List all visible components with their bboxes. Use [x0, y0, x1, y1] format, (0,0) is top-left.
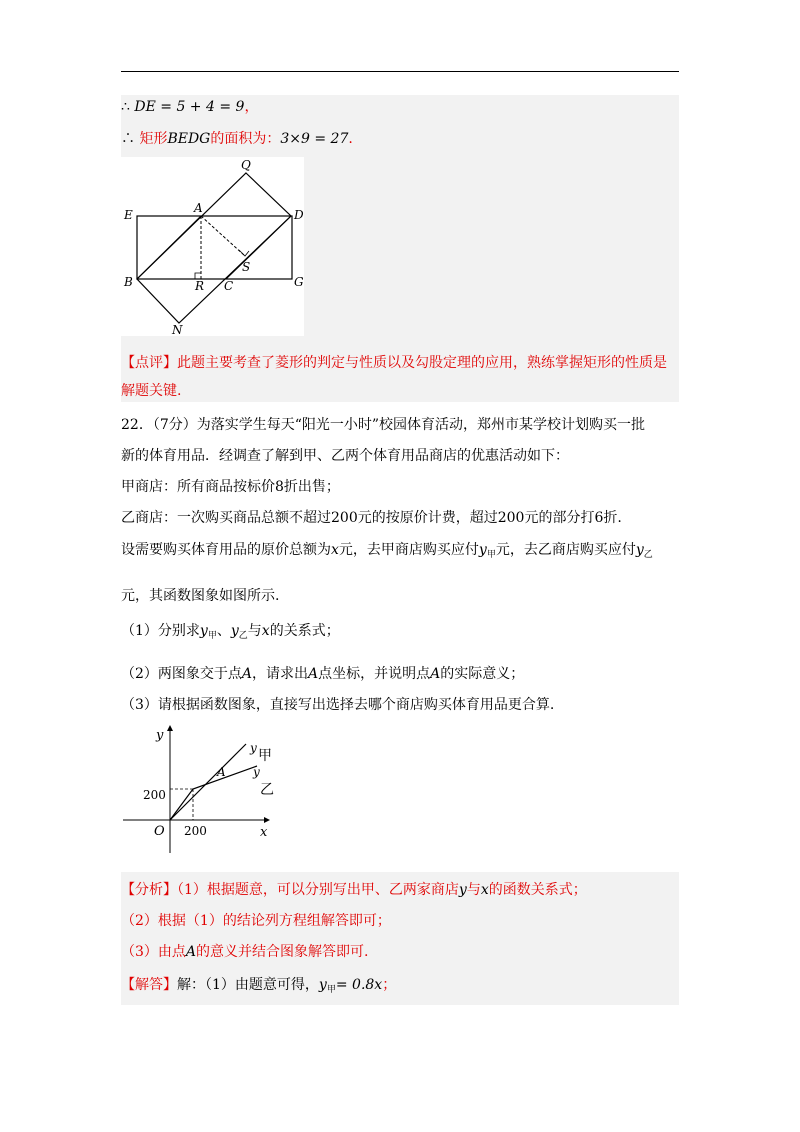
- var-x: x: [480, 882, 489, 898]
- solution-tag: 【解答】: [121, 977, 177, 993]
- y-axis-label: y: [156, 728, 164, 743]
- point-a-label: A: [217, 765, 226, 779]
- rectangle-word: 矩形: [139, 131, 168, 147]
- y-jia-expression: = 0.8x: [335, 977, 383, 993]
- label-a: A: [194, 201, 203, 215]
- problem-line-2: 新的体育用品．经调查了解到甲、乙两个体育用品商店的优惠活动如下：: [121, 448, 569, 464]
- text-segment: （1）根据题意，可以分别写出甲、乙两家商店: [177, 882, 459, 898]
- de-equation: DE = 5 + 4 = 9: [134, 99, 245, 115]
- x-axis-label: x: [260, 825, 268, 840]
- text-segment: （2）两图象交于点: [121, 666, 242, 682]
- question-2: [121, 664, 524, 684]
- analysis-line-3: [121, 942, 369, 962]
- point-a: A: [185, 944, 197, 960]
- therefore-symbol: ∴: [121, 131, 135, 147]
- text-segment: （3）由点: [121, 944, 186, 960]
- label-b: B: [124, 275, 133, 289]
- sub-jia: 甲: [207, 631, 217, 641]
- var-x: x: [331, 542, 339, 558]
- label-q: Q: [241, 158, 251, 172]
- problem-line-4: 乙商店：一次购买商品总额不超过200元的按原价计费，超过200元的部分打6折.: [121, 510, 622, 526]
- therefore-symbol: ∴: [121, 99, 130, 115]
- var-y-yi: y: [635, 542, 644, 558]
- comment-line-2: [121, 381, 181, 401]
- text-segment: 点坐标，并说明点: [318, 666, 431, 682]
- point-a: A: [430, 666, 441, 682]
- label-c: C: [224, 279, 234, 293]
- text-segment: 解：（1）由题意可得，: [177, 977, 319, 993]
- comment-line-1: [121, 353, 667, 373]
- var-y-jia: y: [199, 623, 208, 639]
- label-d: D: [294, 208, 304, 222]
- header-rule: [121, 71, 679, 72]
- label-y-jia: y: [250, 741, 257, 755]
- function-graph: [121, 722, 281, 857]
- text-segment: 元，去甲商店购买应付: [338, 542, 479, 558]
- conclusion-line-1: [121, 97, 258, 117]
- problem-line-3: 甲商店：所有商品按标价8折出售；: [121, 479, 340, 495]
- solution-line-1: [121, 975, 396, 1000]
- problem-line-6: 元，其函数图象如图所示.: [121, 588, 280, 604]
- problem-line-1: 22．（7分）为落实学生每天“阳光一小时”校园体育活动，郑州市某学校计划购买一批: [121, 417, 646, 433]
- y-tick-200: 200: [143, 788, 166, 802]
- text-segment: 、: [216, 623, 231, 639]
- geometry-figure: [121, 157, 304, 336]
- analysis-tag: 【分析】: [121, 882, 177, 898]
- analysis-line-2: （2）根据（1）的结论列方程组解答即可；: [121, 913, 391, 929]
- comment-text: 此题主要考查了菱形的判定与性质以及勾股定理的应用，熟练掌握矩形的性质是: [177, 355, 667, 371]
- text-segment: ，请求出: [252, 666, 309, 682]
- sub-yi: 乙: [643, 550, 653, 560]
- label-jia: 甲: [258, 748, 272, 764]
- label-yi: 乙: [260, 782, 274, 798]
- line-end: ，: [244, 99, 259, 115]
- text-segment: 的关系式；: [269, 623, 340, 639]
- label-y-yi: y: [253, 765, 260, 779]
- comment-text-end: 解题关键.: [121, 383, 182, 399]
- label-g: G: [294, 275, 304, 289]
- question-3: （3）请根据函数图象，直接写出选择去哪个商店购买体育用品更合算.: [121, 697, 555, 713]
- conclusion-line-2: [121, 129, 353, 149]
- text-segment: 的函数关系式；: [488, 882, 587, 898]
- geometry-diagram: [121, 157, 304, 336]
- point-a: A: [308, 666, 319, 682]
- text-segment: （1）分别求: [121, 623, 200, 639]
- var-y-yi: y: [230, 623, 239, 639]
- point-a: A: [241, 666, 253, 682]
- line-end: ；: [382, 977, 397, 993]
- x-tick-200: 200: [184, 824, 207, 838]
- area-expression: 3×9 = 27: [280, 131, 349, 147]
- text-segment: 与: [247, 623, 262, 639]
- var-x: x: [261, 623, 270, 639]
- text-segment: 设需要购买体育用品的原价总额为: [121, 542, 331, 558]
- label-s: S: [242, 260, 251, 274]
- question-1: [121, 621, 340, 646]
- comment-tag: 【点评】: [121, 355, 177, 371]
- label-r: R: [195, 279, 205, 293]
- sub-yi: 乙: [238, 631, 248, 641]
- analysis-line-1: [121, 880, 587, 900]
- origin-label: O: [154, 824, 165, 839]
- text-segment: 与: [466, 882, 481, 898]
- rectangle-name: BEDG: [167, 131, 211, 147]
- var-y-jia: y: [318, 977, 327, 993]
- sub-jia: 甲: [326, 985, 336, 995]
- label-e: E: [124, 208, 133, 222]
- area-text: 的面积为：: [210, 131, 281, 147]
- function-graph-svg: [121, 722, 281, 857]
- sub-jia: 甲: [486, 550, 496, 560]
- problem-line-5: [121, 540, 653, 565]
- line-end: .: [348, 131, 353, 147]
- text-segment: 的意义并结合图象解答即可.: [196, 944, 369, 960]
- var-y: y: [458, 882, 467, 898]
- var-y-jia: y: [478, 542, 487, 558]
- label-n: N: [172, 323, 183, 336]
- text-segment: 元，去乙商店购买应付: [495, 542, 636, 558]
- text-segment: 的实际意义；: [440, 666, 525, 682]
